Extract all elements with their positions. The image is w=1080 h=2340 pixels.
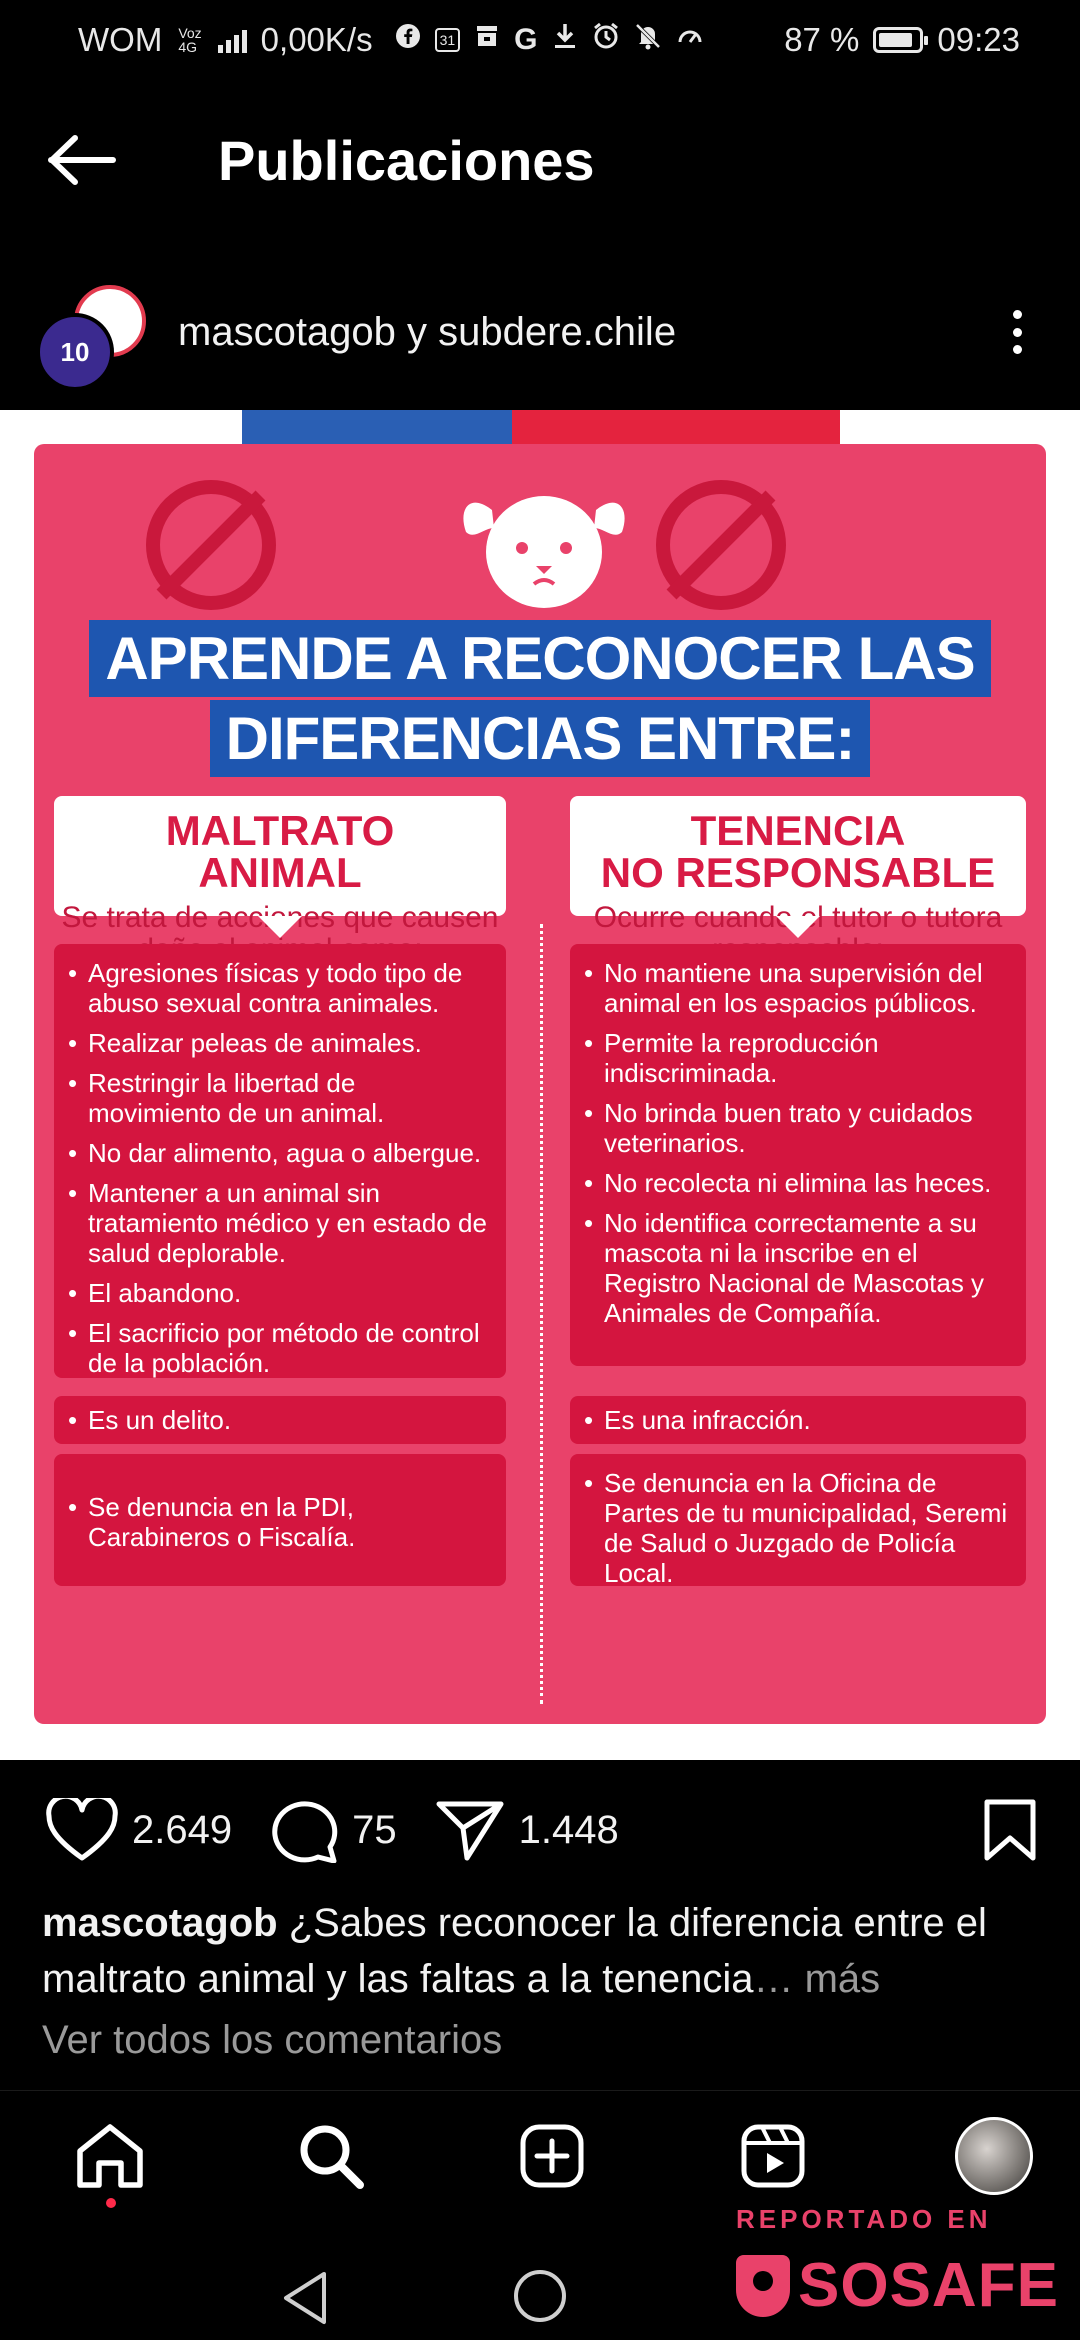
maltrato-item: • No dar alimento, agua o albergue. — [68, 1138, 490, 1168]
post-authors[interactable]: mascotagob y subdere.chile — [178, 309, 677, 354]
notification-dot — [106, 2198, 116, 2208]
tenencia-list-box — [570, 944, 1026, 1366]
infographic — [34, 444, 1046, 1724]
tenencia-status: • Es una infracción. — [584, 1405, 1010, 1435]
tenencia-title-1: TENENCIA — [690, 807, 906, 854]
post-caption[interactable] — [42, 1895, 1042, 2007]
prohibited-icon-left — [146, 480, 276, 610]
tenencia-title-2: NO RESPONSABLE — [600, 849, 996, 896]
headline-text-2: DIFERENCIAS ENTRE: — [210, 700, 871, 777]
watermark-brand — [736, 2250, 1059, 2321]
profile-avatar — [955, 2117, 1033, 2195]
tenencia-item: • Permite la reproducción indiscriminada. — [584, 1028, 1010, 1088]
maltrato-item: • El sacrificio por método de control de la población. — [68, 1318, 490, 1378]
maltrato-title-1: MALTRATO — [165, 807, 395, 854]
download-icon — [552, 22, 578, 58]
bottom-nav — [0, 2090, 1080, 2220]
more-options-button[interactable] — [1002, 302, 1032, 362]
facebook-icon — [395, 23, 421, 57]
maltrato-status-box — [54, 1396, 506, 1444]
maltrato-list — [68, 958, 490, 1378]
tenencia-title — [570, 807, 1026, 896]
tenencia-item: • No mantiene una supervisión del animal en los espacios públicos. — [584, 958, 1010, 1018]
headline-text-1: APRENDE A RECONOCER LAS — [89, 620, 990, 697]
comment-count: 75 — [352, 1807, 397, 1852]
author-avatars[interactable] — [36, 277, 156, 387]
google-icon: G — [514, 23, 538, 56]
tenencia-report: • Se denuncia en la Oficina de Partes de tu municipalidad, Seremi de Salud o Juzgado de Policía Local. — [584, 1468, 1010, 1588]
calendar-icon: 31 — [435, 28, 461, 52]
nav-search[interactable] — [291, 2116, 371, 2196]
back-button[interactable] — [42, 120, 122, 200]
kebab-dot-icon — [1013, 345, 1022, 354]
carrier-label: WOM — [78, 21, 163, 58]
headline-line2 — [34, 700, 1046, 777]
watermark-brand-text: SOSAFE — [798, 2251, 1059, 2320]
maltrato-status: • Es un delito. — [68, 1405, 490, 1435]
maltrato-item: • El abandono. — [68, 1278, 490, 1308]
nav-reels[interactable] — [733, 2116, 813, 2196]
create-icon — [519, 2123, 585, 2189]
share-count: 1.448 — [518, 1807, 619, 1852]
caption-more-link[interactable]: … más — [753, 1957, 881, 2001]
tenencia-item: • No recolecta ni elimina las heces. — [584, 1168, 1010, 1198]
flag-stripe-blue — [242, 410, 512, 444]
home-icon — [75, 2123, 145, 2189]
view-all-comments-link[interactable]: Ver todos los comentarios — [42, 2018, 503, 2062]
arrow-left-icon — [47, 135, 117, 185]
flag-stripe-red — [512, 410, 840, 444]
avatar-mascotagob[interactable]: 10 — [36, 313, 114, 391]
like-count: 2.649 — [132, 1807, 233, 1852]
network-voz-label: Voz — [178, 25, 202, 41]
network-indicator — [178, 26, 201, 54]
tenencia-status-box — [570, 1396, 1026, 1444]
prohibited-icon-right — [656, 480, 786, 610]
store-icon — [474, 23, 500, 57]
nav-home[interactable] — [70, 2116, 150, 2196]
share-button[interactable] — [435, 1798, 619, 1862]
watermark-label: REPORTADO EN — [736, 2204, 992, 2234]
app-header — [0, 100, 1080, 220]
reels-icon — [740, 2123, 806, 2189]
maltrato-card — [54, 796, 506, 934]
maltrato-subtitle: Se trata de acciones que causen — [61, 901, 499, 934]
system-back-button[interactable] — [280, 2270, 330, 2326]
maltrato-report: • Se denuncia en la PDI, Carabineros o Fiscalía. — [68, 1492, 490, 1552]
post-actions — [0, 1770, 1080, 1890]
comment-button[interactable] — [270, 1797, 397, 1863]
status-bar — [0, 0, 1080, 80]
alarm-icon — [592, 22, 620, 58]
bell-off-icon — [634, 22, 662, 58]
maltrato-title-2: ANIMAL — [198, 849, 362, 896]
caption-username[interactable]: mascotagob — [42, 1901, 278, 1945]
maltrato-item: • Realizar peleas de animales. — [68, 1028, 490, 1058]
dog-face-icon — [454, 470, 634, 610]
maltrato-title — [54, 807, 506, 896]
signal-icon — [218, 27, 247, 53]
maltrato-item: • Agresiones físicas y todo tipo de abuso sexual contra animales. — [68, 958, 490, 1018]
maltrato-report-box — [54, 1454, 506, 1586]
speed-icon — [676, 22, 704, 58]
page-title: Publicaciones — [218, 128, 595, 192]
kebab-dot-icon — [1013, 310, 1022, 319]
kebab-dot-icon — [1013, 328, 1022, 337]
post-image[interactable] — [0, 410, 1080, 1760]
headline-line1 — [34, 620, 1046, 697]
post-header — [0, 272, 1080, 392]
like-button[interactable] — [46, 1798, 232, 1862]
heart-icon — [46, 1798, 118, 1862]
battery-percent: 87 % — [784, 21, 860, 58]
bookmark-icon — [982, 1798, 1038, 1862]
tenencia-item: • No identifica correctamente a su mascota ni la inscribe en el Registro Nacional de Mascotas y Animales de Compañía. — [584, 1208, 1010, 1328]
comment-icon — [270, 1797, 338, 1863]
maltrato-item: • Mantener a un animal sin tratamiento médico y en estado de salud deplorable. — [68, 1178, 490, 1268]
nav-profile[interactable] — [954, 2116, 1034, 2196]
tenencia-card — [570, 796, 1026, 934]
tenencia-report-box — [570, 1454, 1026, 1586]
battery-icon — [873, 27, 923, 53]
search-icon — [297, 2122, 365, 2190]
tenencia-list — [584, 958, 1010, 1328]
maltrato-list-box — [54, 944, 506, 1378]
send-icon — [435, 1798, 505, 1862]
sosafe-logo-icon — [736, 2255, 790, 2317]
nav-create[interactable] — [512, 2116, 592, 2196]
caption-text: ¿Sabes reconocer la diferencia entre el maltrato animal y las faltas a la tenencia — [42, 1901, 987, 2001]
speed-label: 0,00K/s — [260, 21, 373, 58]
tenencia-item: • No brinda buen trato y cuidados veterinarios. — [584, 1098, 1010, 1158]
system-home-button[interactable] — [514, 2270, 566, 2322]
maltrato-item: • Restringir la libertad de movimiento de un animal. — [68, 1068, 490, 1128]
tenencia-subtitle: Ocurre cuando el tutor o tutora — [593, 901, 1003, 934]
clock: 09:23 — [937, 21, 1020, 58]
save-button[interactable] — [982, 1798, 1038, 1862]
column-divider — [540, 924, 543, 1704]
network-4g-label: 4G — [178, 39, 197, 55]
